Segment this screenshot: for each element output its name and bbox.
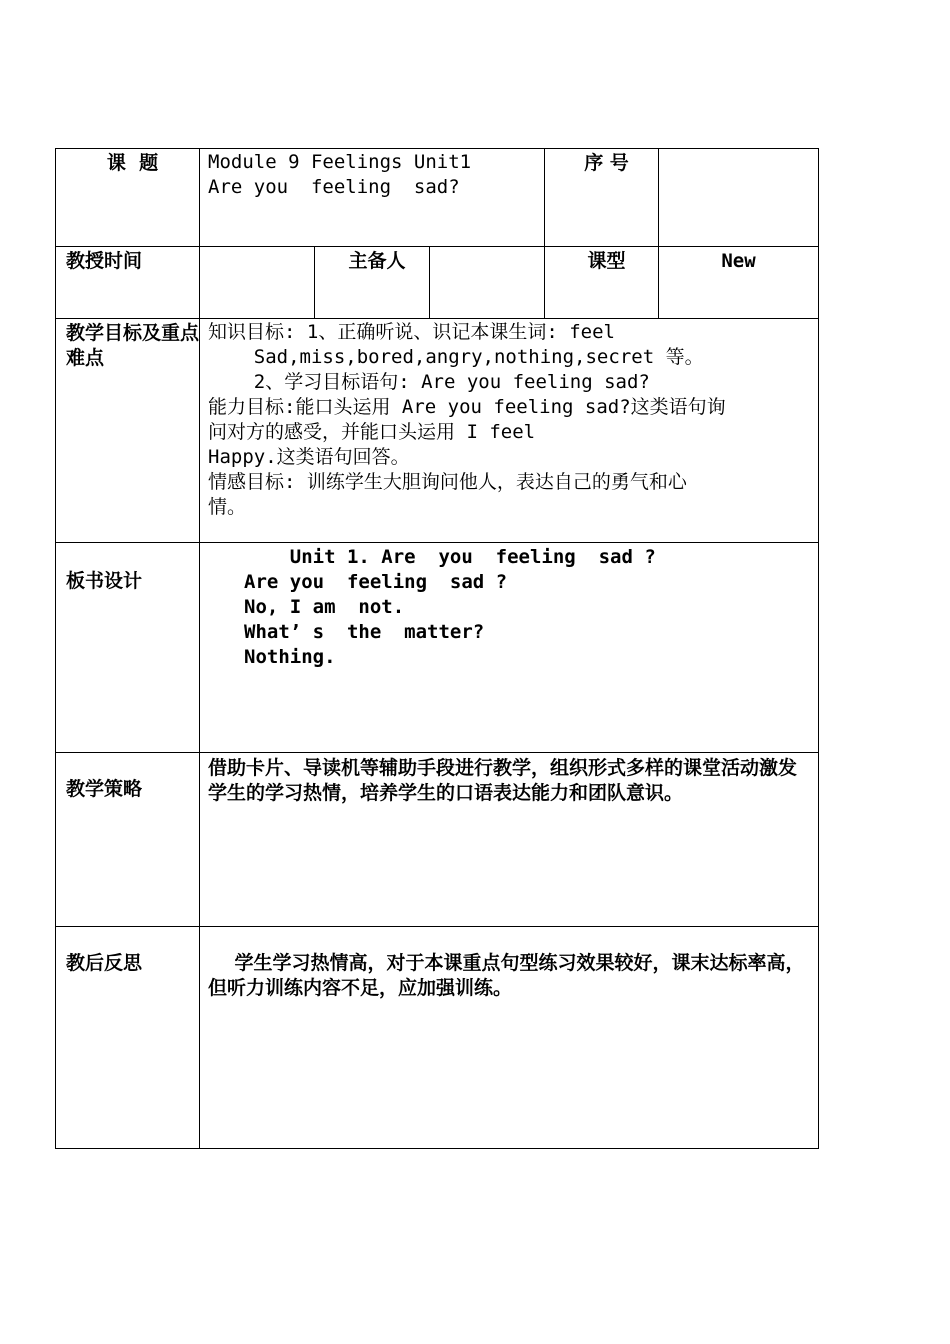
preparer-value <box>430 247 545 319</box>
title-label: 课 题 <box>56 149 200 247</box>
board-line: Are you feeling sad ? <box>244 571 508 593</box>
row-time <box>56 247 819 319</box>
objectives-line: 2、学习目标语句: Are you feeling sad? <box>208 371 650 393</box>
title-line-1: Module 9 Feelings Unit1 <box>208 151 472 173</box>
time-label: 教授时间 <box>56 247 200 319</box>
row-strategy <box>56 753 819 927</box>
row-title <box>56 149 819 247</box>
type-label: 课型 <box>545 247 659 319</box>
reflection-label: 教后反思 <box>56 927 200 1149</box>
objectives-label: 教学目标及重点难点 <box>56 319 200 543</box>
preparer-label: 主备人 <box>315 247 430 319</box>
objectives-line: 能力目标:能口头运用 Are you feeling sad?这类语句询 <box>208 396 726 418</box>
seq-label: 序 号 <box>545 149 659 247</box>
objectives-line: 知识目标: 1、正确听说、识记本课生词: feel <box>208 321 615 343</box>
lesson-plan-table <box>55 148 819 1149</box>
time-value <box>200 247 315 319</box>
reflection-content: 学生学习热情高，对于本课重点句型练习效果较好，课末达标率高，但听力训练内容不足，应加强训练。 <box>200 927 819 1149</box>
board-content <box>200 543 819 753</box>
strategy-label: 教学策略 <box>56 753 200 927</box>
title-line-2: Are you feeling sad? <box>208 176 460 198</box>
title-value <box>200 149 545 247</box>
seq-value <box>659 149 819 247</box>
strategy-content: 借助卡片、导读机等辅助手段进行教学，组织形式多样的课堂活动激发学生的学习热情，培养学生的口语表达能力和团队意识。 <box>200 753 819 927</box>
row-objectives <box>56 319 819 543</box>
objectives-line: Happy.这类语句回答。 <box>208 446 410 468</box>
objectives-line: Sad,miss,bored,angry,nothing,secret 等。 <box>208 346 704 368</box>
objectives-line: 问对方的感受，并能口头运用 I feel <box>208 421 536 443</box>
objectives-line: 情感目标: 训练学生大胆询问他人，表达自己的勇气和心 <box>208 471 687 493</box>
type-value: New <box>659 247 819 319</box>
board-label: 板书设计 <box>56 543 200 753</box>
row-board <box>56 543 819 753</box>
board-line: No, I am not. <box>244 596 405 618</box>
objectives-line: 情。 <box>208 496 247 518</box>
board-line: Nothing. <box>244 646 336 668</box>
row-reflection <box>56 927 819 1149</box>
objectives-content <box>200 319 819 543</box>
board-line: What’ s the matter? <box>244 621 485 643</box>
board-line: Unit 1. Are you feeling sad ? <box>244 546 656 568</box>
